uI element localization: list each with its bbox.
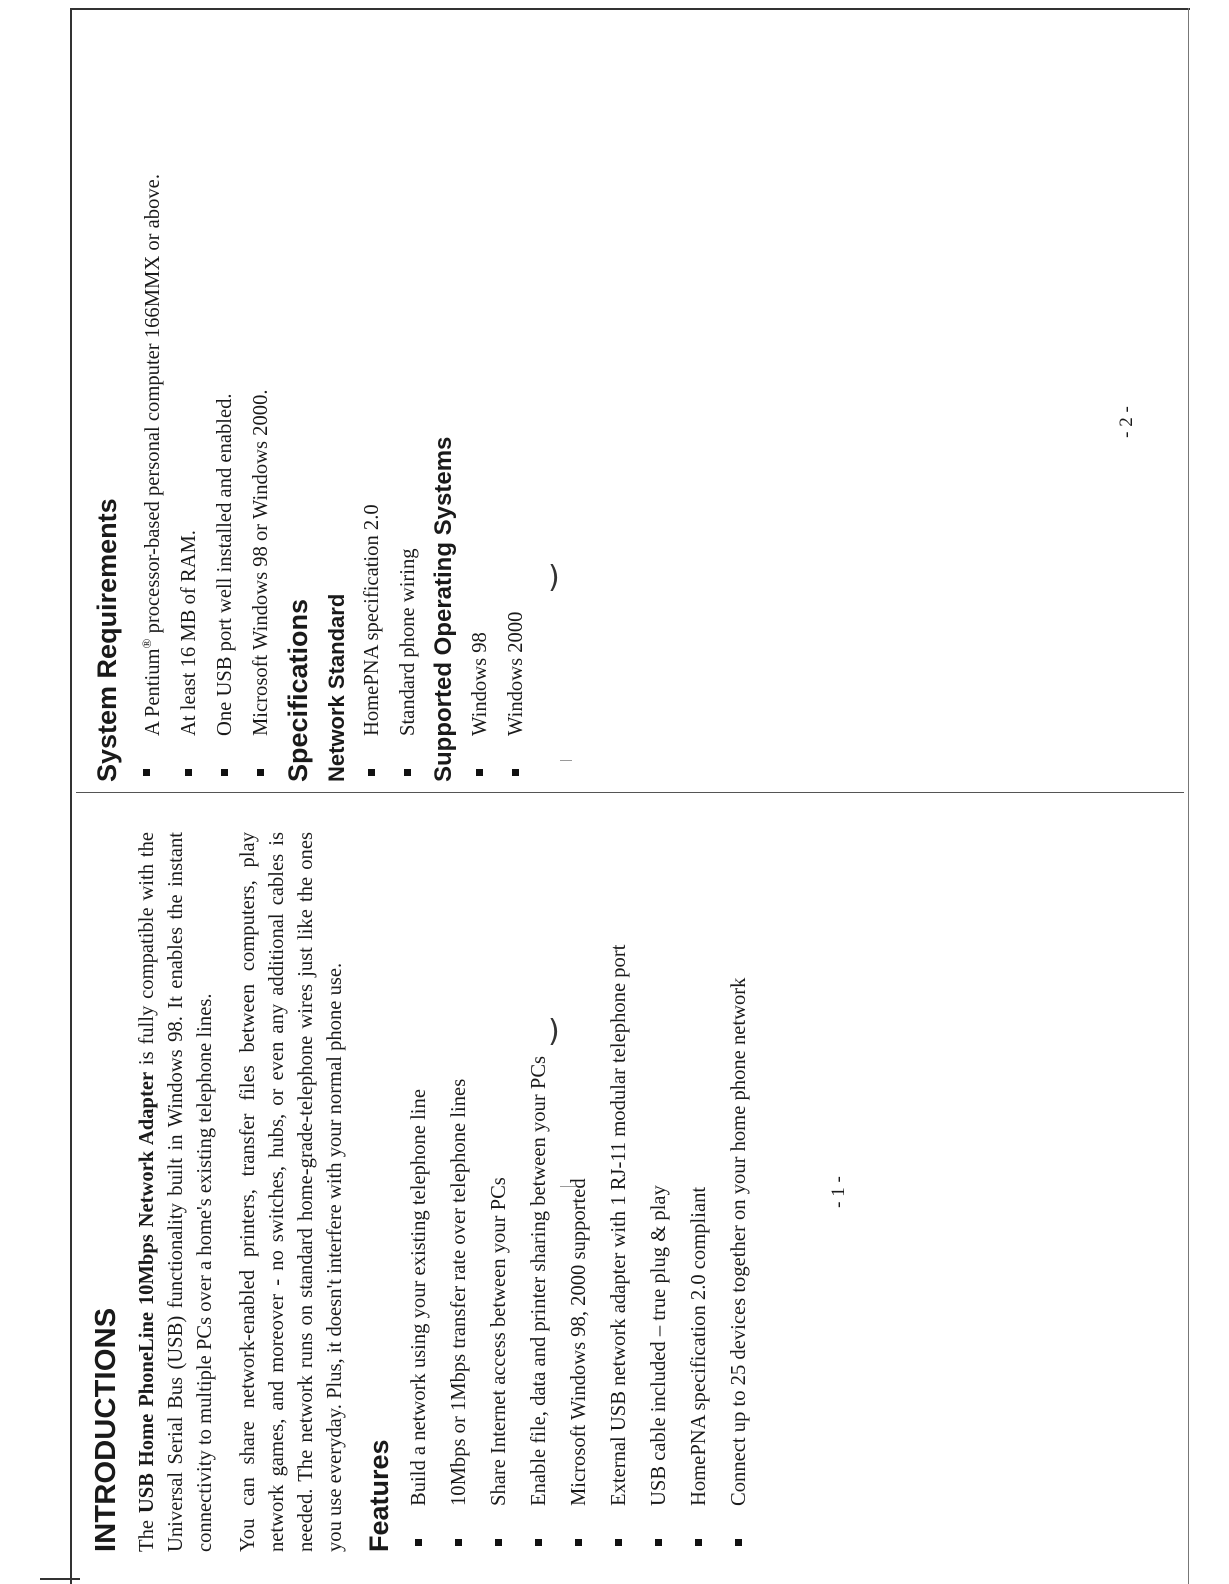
bullet-icon <box>512 769 519 776</box>
bullet-icon <box>535 1539 542 1546</box>
page-number-two: - 2 - <box>1116 406 1137 438</box>
fold-mark-upper: ) <box>548 560 560 595</box>
feature-text: Connect up to 25 devices together on your home phone network <box>728 977 750 1506</box>
bullet-icon <box>143 769 150 776</box>
bullet-icon <box>185 769 192 776</box>
list-item <box>525 832 553 1552</box>
supported-os-heading: Supported Operating Systems <box>429 436 457 782</box>
list-item <box>394 62 422 782</box>
list-item <box>211 62 239 782</box>
feature-text: Share Internet access between your PCs <box>488 1177 510 1506</box>
list-item <box>358 62 386 782</box>
list-item <box>247 62 275 782</box>
bullet-icon <box>495 1539 502 1546</box>
page-frame-bottom-stub <box>40 1578 80 1580</box>
bullet-icon <box>575 1539 582 1546</box>
feature-text: 10Mbps or 1Mbps transfer rate over telephone lines <box>448 1078 470 1506</box>
os-text: Windows 98 <box>468 632 491 736</box>
feature-text: HomePNA specification 2.0 compliant <box>688 1186 710 1506</box>
bullet-icon <box>735 1539 742 1546</box>
registered-mark: ® <box>139 638 154 649</box>
page-number-one: - 1 - <box>828 1176 849 1208</box>
bullet-icon <box>455 1539 462 1546</box>
list-item <box>685 832 713 1552</box>
requirement-text: One USB port well installed and enabled. <box>213 393 236 736</box>
bullet-icon <box>476 769 483 776</box>
fold-mark-lower: ) <box>548 1014 560 1049</box>
bullet-icon <box>655 1539 662 1546</box>
network-standard-heading: Network Standard <box>323 593 349 782</box>
list-item <box>565 832 593 1552</box>
list-item <box>485 832 513 1552</box>
os-text: Windows 2000 <box>504 611 527 736</box>
page-frame-left <box>70 8 72 1584</box>
bullet-icon <box>615 1539 622 1546</box>
intro-paragraph <box>133 832 220 1552</box>
features-heading: Features <box>364 1439 394 1552</box>
page-one-content <box>90 832 765 1552</box>
intro-suffix: is fully compatible with the Universal Serial Bus (USB) functionality built in Windows 98. It enables the instant connectivity to multiple PCs over a home's existing telephone lines. <box>136 831 216 1552</box>
page-one <box>76 832 1186 1552</box>
system-requirements-heading: System Requirements <box>92 498 122 782</box>
list-item <box>502 62 530 782</box>
feature-text: Build a network using your existing telephone line <box>408 1089 430 1506</box>
requirement-text-after: processor-based personal computer 166MMX or above. <box>141 174 164 639</box>
feature-text: Microsoft Windows 98, 2000 supported <box>568 1178 590 1506</box>
network-standard-text: Standard phone wiring <box>396 548 419 736</box>
page-frame-top <box>70 8 1190 10</box>
requirement-text: At least 16 MB of RAM. <box>177 530 200 736</box>
second-paragraph: You can share network-enabled printers, transfer files between computers, play network games, and moreover - no switches, hubs, or even any additional cables is needed. The network runs on standard home-grade-telephone wires just like the ones you use everyday. Plus, it doesn't interfere with your normal phone use. <box>237 832 346 1552</box>
page-title: INTRODUCTIONS <box>90 1307 122 1552</box>
rotated-document-sheet <box>76 12 1186 1572</box>
list-item <box>133 62 167 782</box>
list-item <box>445 832 473 1552</box>
system-requirements-list <box>133 62 275 782</box>
network-standard-list <box>358 62 422 782</box>
list-item <box>725 832 753 1552</box>
product-name: USB Home PhoneLine 10Mbps Network Adapter <box>136 1071 158 1514</box>
bullet-icon <box>257 769 264 776</box>
list-item <box>466 62 494 782</box>
bullet-icon <box>695 1539 702 1546</box>
list-item <box>645 832 673 1552</box>
page-frame-right <box>1188 8 1189 1584</box>
list-item <box>405 832 433 1552</box>
features-list <box>405 832 753 1552</box>
network-standard-text: HomePNA specification 2.0 <box>360 504 383 736</box>
bullet-icon <box>415 1539 422 1546</box>
page-two <box>76 62 1186 782</box>
requirement-text: Microsoft Windows 98 or Windows 2000. <box>249 389 272 736</box>
list-item <box>605 832 633 1552</box>
bullet-icon <box>404 769 411 776</box>
feature-text: External USB network adapter with 1 RJ-11 modular telephone port <box>608 944 630 1506</box>
supported-os-list <box>466 62 530 782</box>
bullet-icon <box>368 769 375 776</box>
feature-text: Enable file, data and printer sharing between your PCs <box>528 1055 550 1506</box>
specifications-heading: Specifications <box>282 598 313 782</box>
list-item <box>175 62 203 782</box>
requirement-text-before: A Pentium <box>141 648 164 736</box>
page-two-content <box>84 62 538 782</box>
bullet-icon <box>221 769 228 776</box>
intro-prefix: The <box>136 1513 158 1552</box>
feature-text: USB cable included – true plug & play <box>648 1185 670 1506</box>
